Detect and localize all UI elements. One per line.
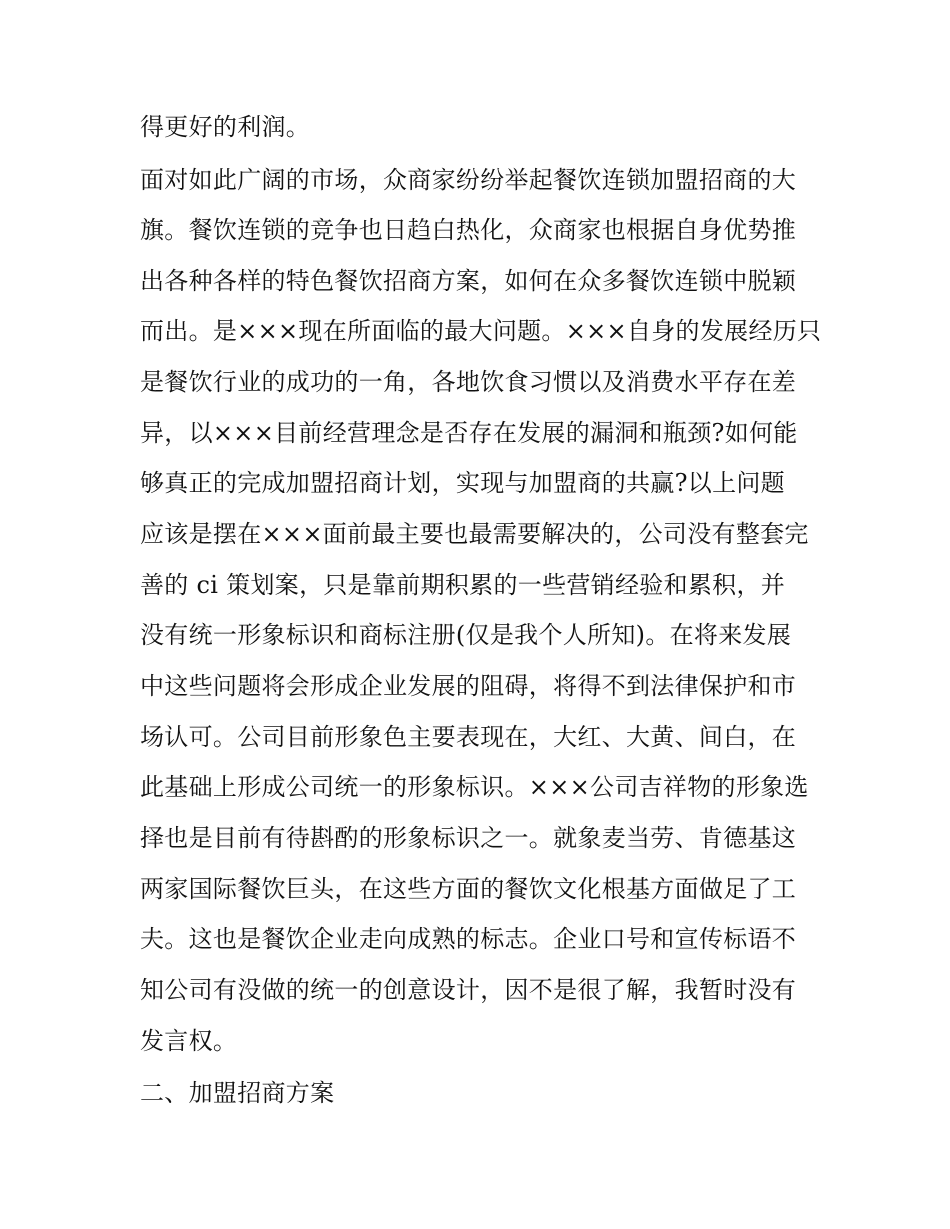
text-line: 择也是目前有待斟酌的形象标识之一。就象麦当劳、肯德基这 xyxy=(140,824,797,852)
text-line: 出各种各样的特色餐饮招商方案，如何在众多餐饮连锁中脱颖 xyxy=(140,267,797,295)
text-line: 发言权。 xyxy=(140,1027,238,1055)
text-line: 得更好的利润。 xyxy=(140,113,311,141)
text-line: 而出。是×××现在所面临的最大问题。×××自身的发展经历只 xyxy=(140,317,822,345)
text-line: 应该是摆在×××面前最主要也最需要解决的，公司没有整套完 xyxy=(140,520,809,548)
text-line: 旗。餐饮连锁的竞争也日趋白热化，众商家也根据自身优势推 xyxy=(140,216,797,244)
section-heading: 二、加盟招商方案 xyxy=(140,1079,335,1107)
text-line: 场认可。公司目前形象色主要表现在，大红、大黄、间白，在 xyxy=(140,723,797,751)
text-line: 此基础上形成公司统一的形象标识。×××公司吉祥物的形象选 xyxy=(140,773,809,801)
text-line: 够真正的完成加盟招商计划，实现与加盟商的共赢?以上问题 xyxy=(140,469,785,497)
text-line: 异，以×××目前经营理念是否存在发展的漏洞和瓶颈?如何能 xyxy=(140,419,798,447)
text-line: 夫。这也是餐饮企业走向成熟的标志。企业口号和宣传标语不 xyxy=(140,925,797,953)
text-line: 是餐饮行业的成功的一角，各地饮食习惯以及消费水平存在差 xyxy=(140,368,797,396)
text-line: 知公司有没做的统一的创意设计，因不是很了解，我暂时没有 xyxy=(140,976,797,1004)
text-line: 没有统一形象标识和商标注册(仅是我个人所知)。在将来发展 xyxy=(140,621,792,649)
text-line: 两家国际餐饮巨头，在这些方面的餐饮文化根基方面做足了工 xyxy=(140,875,797,903)
text-line: 面对如此广阔的市场，众商家纷纷举起餐饮连锁加盟招商的大 xyxy=(140,166,797,194)
text-line: 善的 ci 策划案，只是靠前期积累的一些营销经验和累积，并 xyxy=(140,571,786,599)
text-line: 中这些问题将会形成企业发展的阻碍，将得不到法律保护和市 xyxy=(140,672,797,700)
